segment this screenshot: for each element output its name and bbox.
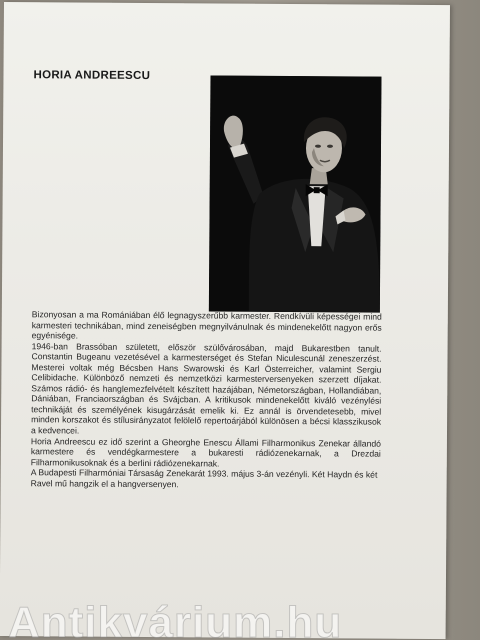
biography-paragraph-4: A Budapesti Filharmóniai Társaság Zenekarát 1993. május 3-án vezényli. Két Haydn és két Ravel mű hangzik el a hangversenyen. — [30, 467, 378, 489]
conductor-photo — [209, 75, 382, 312]
document-page — [0, 2, 450, 639]
biography-paragraph-3: Horia Andreescu ez idő szerint a Gheorghe Enescu Állami Filharmonikus Zenekar állandó karmestere és vendégkarmestere a bukaresti rádiózenekarnak, a Drezdai Filharmonikusoknak és a berlini rádiózenekarnak. — [30, 435, 381, 469]
biography-paragraph-1: Bizonyosan a ma Romániában élő legnagyszerűbb karmester. Rendkívüli képességei mind karmesteri technikában, mind zeneiségben megnyilvánulnak és mindenekelőtt nagyon erős egyénisége. — [31, 309, 382, 341]
antikvarium-watermark: Antikvárium.hu — [8, 598, 343, 640]
biography-text — [31, 309, 382, 491]
conductor-name-heading: HORIA ANDREESCU — [33, 69, 151, 83]
biography-paragraph-2: 1946-ban Brassóban született, először szülővárosában, majd Bukarestben tanult. Constantin Bugeanu vezetésével a karmesterséget és Stefan Niculescunál zeneszerzést. Mesterei voltak még Bécsben Hans Swarowski és Karl Österreicher, valamint Sergiu Celibidache. Különböző nemzeti és nemzetközi karmesterversenyeken szerzett díjakat. Számos rádió- és hanglemezfelvételt készített hazájában, Németországban, Hollandiában, Dániában, Franciaországban és Svájcban. A kritikusok mindenekelőtt kiváló vezénylési technikáját és személyének kisugárzását emelik ki. Ez annál is örvendetesebb, mivel minden korszakot és stílusirányzatot felölelő repertoárjából különösen a bécsi klasszikusok a kedvencei. — [30, 340, 382, 436]
conductor-portrait-image — [209, 75, 382, 312]
